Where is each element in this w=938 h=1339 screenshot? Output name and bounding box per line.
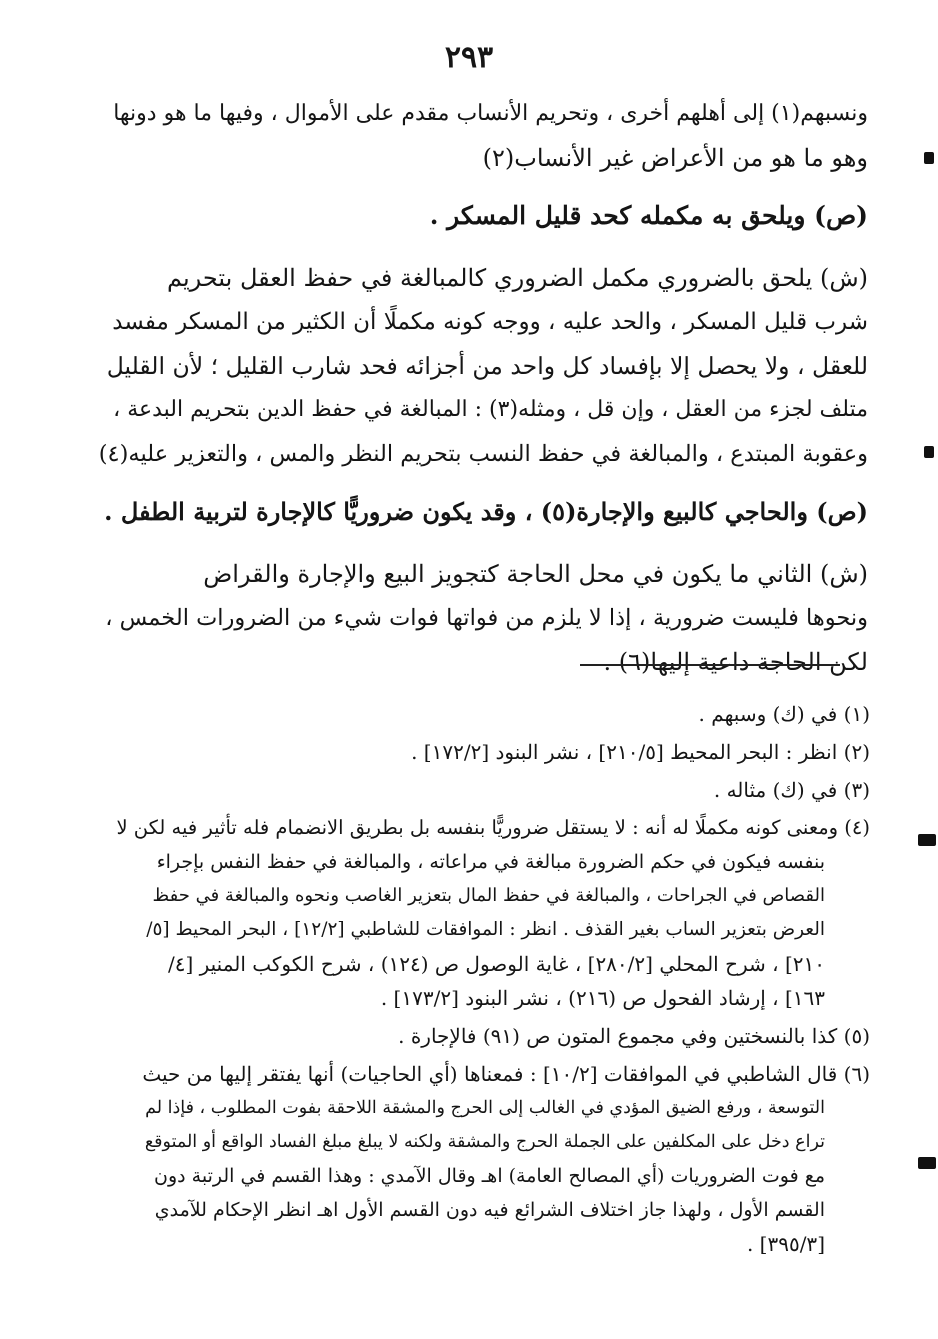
footnote-6-line: القسم الأول ، ولهذا جاز اختلاف الشرائع فيه دون القسم الأول اهـ انظر الإحكام للآمدي	[154, 1199, 825, 1221]
footnote-6-line: مع فوت الضروريات (أي المصالح العامة) اهـ وقال الآمدي : وهذا القسم في الرتبة دون	[154, 1165, 825, 1187]
footnote-4-line: ٢١٠] ، شرح المحلي [٢٨٠/٢] ، غاية الوصول ص (١٢٤) ، شرح الكوكب المنير [٤/	[167, 952, 825, 976]
page-number: ٢٩٣	[444, 40, 494, 75]
text-line: وعقوبة المبتدع ، والمبالغة في حفظ النسب بتحريم النظر والمس ، والتعزير عليه(٤)	[98, 441, 868, 467]
text-line: لكن الحاجة داعية إليها(٦) .	[603, 648, 868, 676]
footnote-6: (٦) قال الشاطبي في الموافقات [١٠/٢] : فمعناها (أي الحاجيات) أنها يفتقر إليها من حيث	[142, 1062, 870, 1086]
text-line: ونحوها فليست ضرورية ، إذا لا يلزم من فواتها فوات شيء من الضرورات الخمس ،	[105, 605, 868, 631]
footnotes	[100, 697, 870, 1261]
footnote-2: (٢) انظر : البحر المحيط [٢١٠/٥] ، نشر البنود [١٧٢/٢] .	[411, 740, 870, 764]
footnote-5: (٥) كذا بالنسختين وفي مجموع المتون ص (٩١) فالإجارة .	[398, 1024, 870, 1048]
text-line: متلف لجزء من العقل ، وإن قل ، ومثله(٣) : المبالغة في حفظ الدين بتحريم البدعة ،	[113, 397, 868, 422]
matn-heading: (ص) ويلحق به مكمله كحد قليل المسكر .	[429, 201, 868, 230]
footnote-4: (٤) ومعنى كونه مكملًا له أنه : لا يستقل ضروريًّا بنفسه بل بطريق الانضمام فله تأثير فيه لكن لا	[116, 816, 870, 839]
footnote-separator	[580, 664, 840, 666]
scan-margin-mark	[918, 1157, 936, 1169]
footnote-4-line: بنفسه فيكون في حكم الضرورة مبالغة في مراعاته ، والمبالغة في حفظ النفس بإجراء	[156, 851, 825, 873]
footnote-4-line: القصاص في الجراحات ، والمبالغة في حفظ المال بتعزير الغاصب ونحوه والمبالغة في حفظ	[152, 885, 825, 906]
text-line: (ش) يلحق بالضروري مكمل الضروري كالمبالغة في حفظ العقل بتحريم	[167, 264, 868, 292]
footnote-6-line: التوسعة ، ورفع الضيق المؤدي في الغالب إلى الحرج والمشقة اللاحقة بفوت المطلوب ، فإذا لم	[145, 1098, 825, 1118]
text-line: للعقل ، ولا يحصل إلا بإفساد كل واحد من أجزائه فحد شارب القليل ؛ لأن القليل	[106, 352, 868, 380]
main-text	[98, 92, 868, 684]
scan-margin-mark	[918, 834, 936, 846]
footnote-4-line: العرض بتعزير الساب بغير القذف . انظر : الموافقات للشاطبي [١٢/٢] ، البحر المحيط [٥/	[146, 919, 825, 940]
text-line: شرب قليل المسكر ، والحد عليه ، ووجه كونه مكملًا أن الكثير من المسكر مفسد	[112, 309, 868, 335]
footnote-6-line: تراع دخل على المكلفين على الجملة الحرج والمشقة ولكنه لا يبلغ مبلغ الفساد الواقع أو المتوقع	[144, 1132, 825, 1152]
footnote-6-line: [٣٩٥/٣] .	[746, 1232, 825, 1256]
footnote-3: (٣) في (ك) مثاله .	[713, 778, 870, 802]
footnote-1: (١) في (ك) وسبهم .	[698, 702, 870, 726]
matn-heading: (ص) والحاجي كالبيع والإجارة(٥) ، وقد يكون ضروريًّا كالإجارة لتربية الطفل .	[104, 497, 868, 526]
footnote-4-line: ١٦٣] ، إرشاد الفحول ص (٢١٦) ، نشر البنود [١٧٣/٢] .	[380, 986, 825, 1010]
text-line: (ش) الثاني ما يكون في محل الحاجة كتجويز البيع والإجارة والقراض	[203, 560, 868, 588]
scan-margin-mark	[924, 152, 934, 164]
text-line: ونسبهم(١) إلى أهلهم أخرى ، وتحريم الأنساب مقدم على الأموال ، وفيها ما هو دونها	[113, 101, 868, 126]
text-line: وهو ما هو من الأعراض غير الأنساب(٢)	[482, 144, 868, 172]
scan-margin-mark	[924, 446, 934, 458]
